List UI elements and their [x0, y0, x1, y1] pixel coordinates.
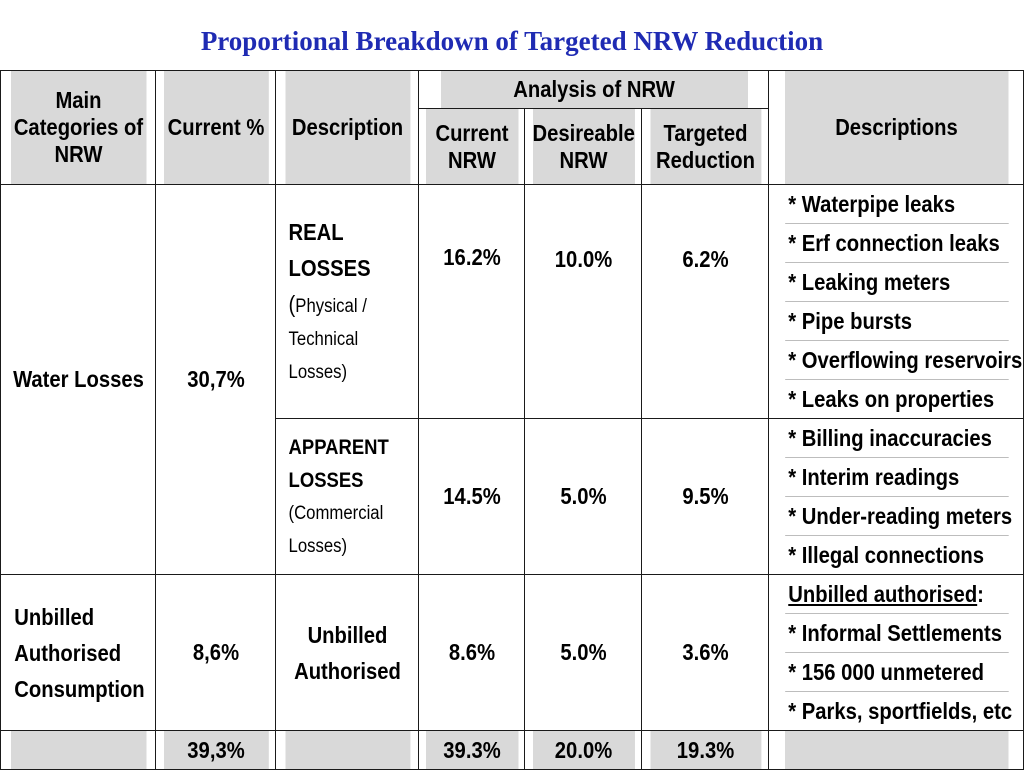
description-real-losses: [284, 185, 410, 419]
table-row-unbilled: [1, 575, 1024, 731]
apparent-losses-type-2: LOSSES: [288, 468, 364, 492]
totals-current-pct: 39,3%: [163, 731, 269, 770]
header-main-line-3: NRW: [54, 141, 102, 167]
header-targeted-reduction: [649, 109, 761, 185]
page-title: Proportional Breakdown of Targeted NRW Reduction: [200, 26, 824, 56]
header-targeted-line-2: Reduction: [655, 146, 755, 173]
real-losses-open-paren: (: [288, 291, 295, 317]
apparent-losses-sub-1: (Commercial: [288, 502, 383, 524]
header-main-line-1: Main: [54, 87, 102, 113]
desireable-nrw-real-value: 10.0%: [554, 246, 612, 272]
real-losses-type-1: REAL: [288, 219, 344, 245]
header-targeted-line-1: Targeted: [663, 119, 747, 146]
description-bullet: * Pipe bursts: [784, 302, 1008, 341]
description-bullet: * Overflowing reservoirs: [784, 341, 1008, 380]
table-row-totals: [1, 731, 1024, 770]
description-bullet: * 156 000 unmetered: [784, 653, 1008, 692]
description-unbilled: [284, 575, 410, 731]
targeted-reduction-apparent: 9.5%: [649, 419, 761, 575]
current-nrw-apparent: 14.5%: [425, 419, 518, 575]
unbilled-category-line-2: Authorised: [13, 639, 121, 666]
real-losses-sub-1: Physical /: [294, 296, 367, 317]
description-bullet: * Illegal connections: [787, 542, 984, 568]
current-pct-unbilled: 8,6%: [163, 575, 269, 731]
current-nrw-real: [425, 185, 518, 419]
desireable-nrw-apparent: 5.0%: [532, 419, 635, 575]
header-current-nrw-line-1: Current: [434, 119, 509, 146]
totals-description: [284, 731, 410, 770]
unbilled-heading-suffix: :: [976, 581, 984, 607]
description-bullet: * Erf connection leaks: [784, 224, 1008, 263]
header-current-nrw: [425, 109, 518, 185]
description-bullet: * Waterpipe leaks: [784, 185, 1008, 224]
unbilled-description-line-1: Unbilled: [307, 621, 387, 648]
current-pct-water-losses: 30,7%: [163, 185, 269, 575]
header-desireable-line-2: NRW: [559, 146, 607, 173]
header-desireable-nrw: [532, 109, 635, 185]
real-losses-sub-3: Losses): [288, 362, 347, 383]
totals-current-nrw: 39.3%: [425, 731, 518, 770]
totals-targeted-reduction: 19.3%: [649, 731, 761, 770]
nrw-breakdown-table: [0, 70, 1024, 770]
descriptions-unbilled: [784, 575, 1012, 731]
category-water-losses: Water Losses: [10, 185, 146, 575]
apparent-losses-sub-2: Losses): [288, 535, 347, 557]
real-losses-sub-2: Technical: [288, 329, 358, 350]
description-bullet: * Under-reading meters: [784, 497, 1008, 536]
description-bullet: * Parks, sportfields, etc: [787, 698, 1012, 724]
description-bullet: * Leaking meters: [784, 263, 1008, 302]
real-losses-type-2: LOSSES: [288, 255, 371, 281]
header-main-line-2: Categories of: [13, 114, 143, 140]
current-nrw-unbilled: 8.6%: [425, 575, 518, 731]
description-bullet: * Informal Settlements: [784, 614, 1008, 653]
header-description: Description: [284, 71, 410, 185]
desireable-nrw-real: [532, 185, 635, 419]
totals-category: [10, 731, 146, 770]
unbilled-description-line-2: Authorised: [293, 657, 401, 684]
unbilled-heading-text: Unbilled authorised: [787, 581, 977, 607]
apparent-losses-type-1: APPARENT: [288, 435, 389, 459]
header-analysis-of-nrw: Analysis of NRW: [440, 71, 748, 109]
description-apparent-losses: [284, 419, 410, 575]
header-main-categories: [10, 71, 146, 185]
real-losses-sub-1-line: [288, 286, 409, 323]
totals-descriptions: [784, 731, 1008, 770]
header-desireable-line-1: Desireable: [531, 119, 635, 146]
table-row-apparent-losses: [1, 419, 1024, 575]
targeted-reduction-real-value: 6.2%: [681, 246, 729, 272]
header-descriptions: Descriptions: [784, 71, 1008, 185]
totals-desireable-nrw: 20.0%: [532, 731, 635, 770]
descriptions-apparent-losses: [784, 419, 1012, 575]
description-bullet: * Interim readings: [784, 458, 1008, 497]
unbilled-category-line-3: Consumption: [13, 675, 145, 702]
real-losses-bullet-list: [784, 185, 1022, 418]
description-bullet: * Leaks on properties: [787, 386, 994, 412]
category-unbilled: [10, 575, 146, 731]
header-current-nrw-line-2: NRW: [447, 146, 496, 173]
unbilled-category-line-1: Unbilled: [13, 603, 94, 630]
table-row-real-losses: [1, 185, 1024, 419]
description-bullet: * Billing inaccuracies: [784, 419, 1008, 458]
unbilled-bullet-list: [784, 575, 1012, 730]
targeted-reduction-unbilled: 3.6%: [649, 575, 761, 731]
desireable-nrw-unbilled: 5.0%: [532, 575, 635, 731]
targeted-reduction-real: [649, 185, 761, 419]
apparent-losses-bullet-list: [784, 419, 1012, 574]
current-nrw-real-value: 16.2%: [442, 244, 501, 270]
header-current-pct: Current %: [163, 71, 269, 185]
unbilled-heading: [784, 575, 1008, 614]
descriptions-real-losses: [784, 185, 1022, 419]
